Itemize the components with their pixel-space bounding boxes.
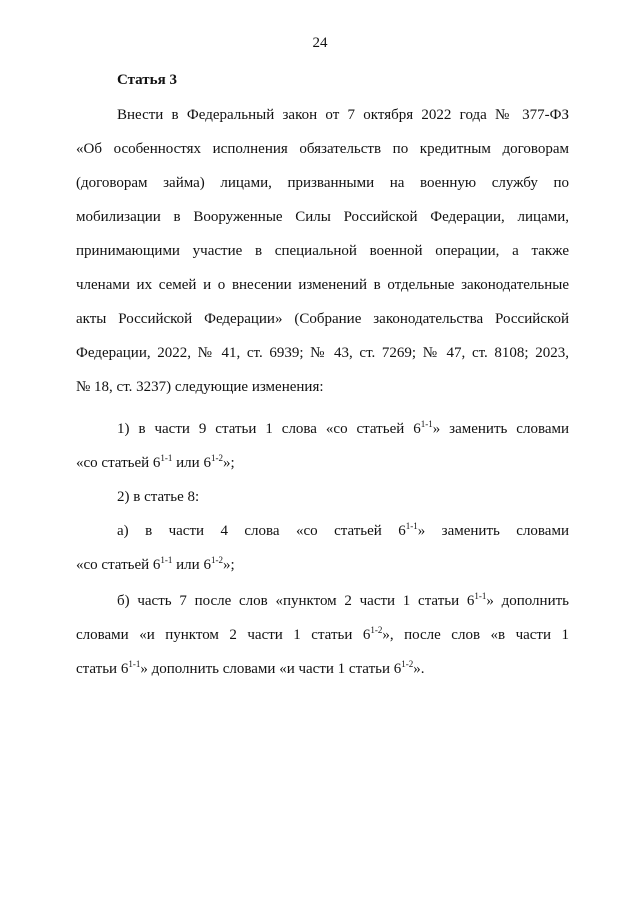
item-2a-line — [76, 514, 569, 548]
item-1-line — [76, 446, 569, 480]
text-run: или 6 — [172, 557, 211, 573]
superscript: 1-2 — [210, 453, 223, 463]
item-2a-paragraph — [76, 514, 569, 582]
item-1-line — [76, 412, 569, 446]
superscript: 1-2 — [370, 625, 383, 635]
text-run: а) в части 4 слова «со статьей 6 — [117, 523, 406, 539]
text-run: или 6 — [172, 455, 211, 471]
text-run: «со статьей 6 — [76, 557, 161, 573]
item-2-line: 2) в статье 8: — [117, 489, 200, 505]
text-run: ». — [413, 661, 425, 677]
article-title: Статья 3 — [117, 72, 177, 88]
superscript: 1-1 — [160, 453, 173, 463]
superscript: 1-1 — [160, 555, 173, 565]
text-run: 1) в части 9 статьи 1 слова «со статьей 6 — [117, 421, 421, 437]
item-2b-line — [76, 652, 569, 686]
text-run: »; — [222, 455, 235, 471]
text-run: » заменить словами — [417, 523, 569, 539]
text-run: »; — [222, 557, 235, 573]
superscript: 1-1 — [420, 419, 433, 429]
intro-paragraph — [76, 98, 569, 404]
item-2b-paragraph — [76, 584, 569, 686]
text-run: » дополнить словами «и части 1 статьи 6 — [140, 661, 402, 677]
item-2a-line — [76, 548, 569, 582]
text-run: статьи 6 — [76, 661, 129, 677]
intro-line: Федерации, 2022, № 41, ст. 6939; № 43, ст. 7269; № 47, ст. 8108; 2023, — [76, 345, 569, 361]
text-run: » заменить словами — [432, 421, 569, 437]
intro-line: (договорам займа) лицами, призванными на военную службу по — [76, 175, 569, 191]
superscript: 1-1 — [405, 521, 418, 531]
text-run: » дополнить — [486, 593, 569, 609]
intro-line: Внести в Федеральный закон от 7 октября 2022 года № 377-ФЗ — [117, 107, 569, 123]
item-2b-line — [76, 618, 569, 652]
item-2b-line — [76, 584, 569, 618]
text-run: », после слов «в части 1 — [382, 627, 569, 643]
text-run: «со статьей 6 — [76, 455, 161, 471]
text-run: словами «и пунктом 2 части 1 статьи 6 — [76, 627, 371, 643]
superscript: 1-2 — [401, 659, 414, 669]
superscript: 1-1 — [128, 659, 141, 669]
intro-line: членами их семей и о внесении изменений в отдельные законодательные — [76, 277, 569, 293]
superscript: 1-2 — [210, 555, 223, 565]
page-number: 24 — [312, 35, 328, 51]
intro-line: принимающими участие в специальной военной операции, а также — [76, 243, 569, 259]
item-2-paragraph — [76, 480, 569, 514]
item-1-paragraph — [76, 412, 569, 480]
superscript: 1-1 — [474, 591, 487, 601]
intro-line: № 18, ст. 3237) следующие изменения: — [76, 379, 324, 395]
intro-line: акты Российской Федерации» (Собрание законодательства Российской — [76, 311, 569, 327]
intro-line: «Об особенностях исполнения обязательств по кредитным договорам — [76, 141, 569, 157]
text-run: б) часть 7 после слов «пунктом 2 части 1 статьи 6 — [117, 593, 475, 609]
intro-line: мобилизации в Вооруженные Силы Российской Федерации, лицами, — [76, 209, 569, 225]
